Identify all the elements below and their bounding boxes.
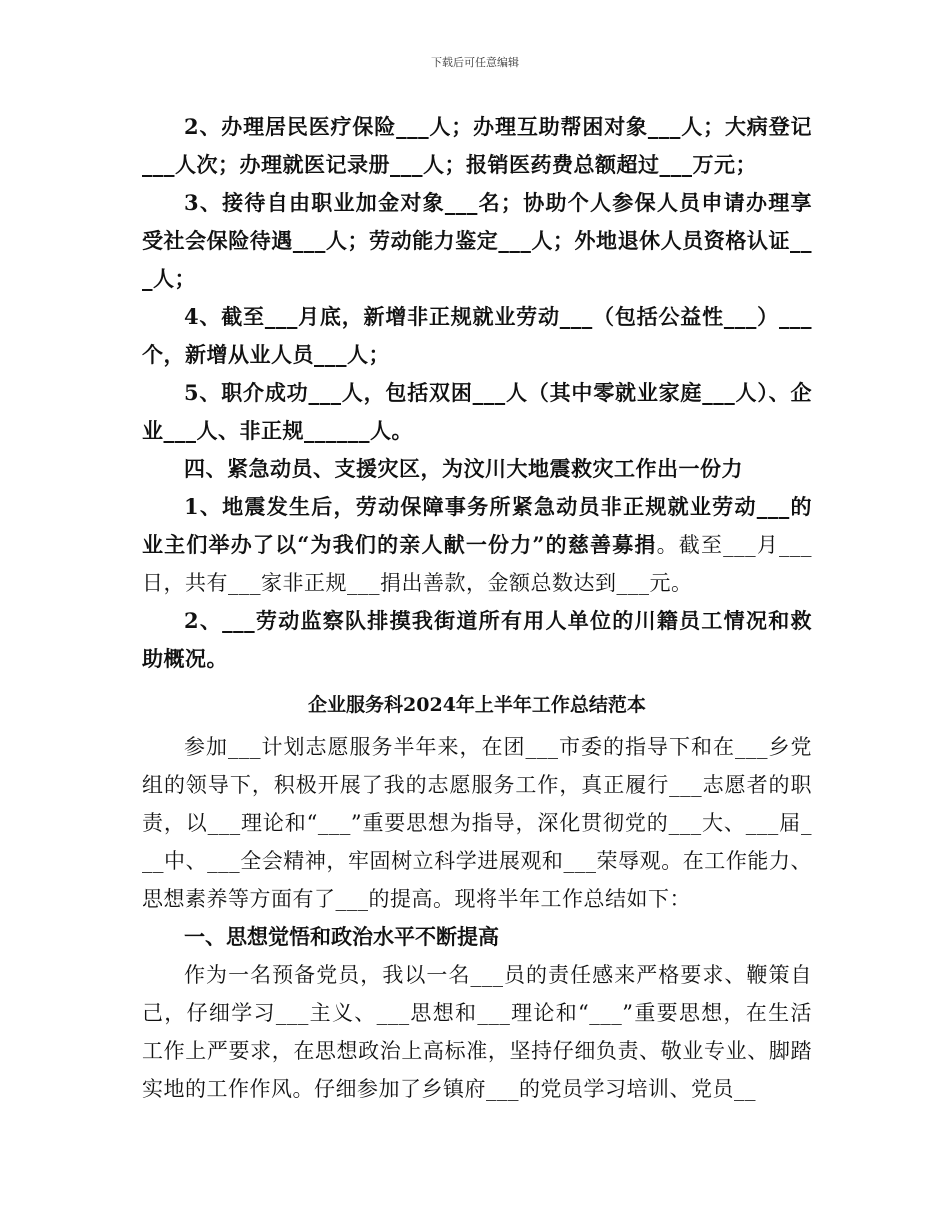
page-header-note: 下载后可任意编辑: [431, 56, 519, 69]
paragraph-earthquake-donation-bold: 1、地震发生后，劳动保障事务所紧急动员非正规就业劳动___的业主们举办了以“为我们的亲人献一份力”的慈善募捐: [142, 494, 813, 557]
paragraph-medical-insurance: 2、办理居民医疗保险___人；办理互助帮困对象___人；大病登记___人次；办理就医记录册___人；报销医药费总额超过___万元；: [142, 114, 812, 177]
paragraph-earthquake-donation: [142, 488, 812, 602]
document-body: [142, 108, 812, 1108]
paragraph-social-insurance: 3、接待自由职业加金对象___名；协助个人参保人员申请办理享受社会保险待遇___人；劳动能力鉴定___人；外地退休人员资格认证___人；: [142, 190, 812, 291]
section-heading-disaster-relief: 四、紧急动员、支援灾区，为汶川大地震救灾工作出一份力: [184, 456, 743, 481]
paragraph-earthquake-donation-rest: 。截至___月___日，共有___家非正规___捐出善款，金额总数达到___元。: [142, 533, 813, 595]
section-heading-ideology: 一、思想觉悟和政治水平不断提高: [184, 924, 499, 949]
paragraph-job-placement: 5、职介成功___人，包括双困___人（其中零就业家庭___人）、企业___人、非正规______人。: [142, 380, 812, 443]
paragraph-ideology-body: 作为一名预备党员，我以一名___员的责任感来严格要求、鞭策自己，仔细学习___主义、___思想和___理论和“___”重要思想，在生活工作上严要求，在思想政治上高标准，坚持仔细负责、敬业专业、脚踏实地的工作作风。仔细参加了乡镇府___的党员学习培训、党员__: [142, 963, 812, 1101]
document-title: 企业服务科2024年上半年工作总结范本: [308, 694, 646, 716]
paragraph-new-employment: 4、截至___月底，新增非正规就业劳动___（包括公益性___）___个，新增从业人员___人；: [142, 304, 812, 367]
paragraph-labor-inspection: 2、___劳动监察队排摸我街道所有用人单位的川籍员工情况和救助概况。: [142, 608, 813, 671]
paragraph-intro: 参加___计划志愿服务半年来，在团___市委的指导下和在___乡党组的领导下，积极开展了我的志愿服务工作，真正履行___志愿者的职责，以___理论和“___”重要思想为指导，深化贯彻党的___大、___届___中、___全会精神，牢固树立科学进展观和___荣辱观。在工作能力、思想素养等方面有了___的提高。现将半年工作总结如下：: [142, 735, 812, 911]
